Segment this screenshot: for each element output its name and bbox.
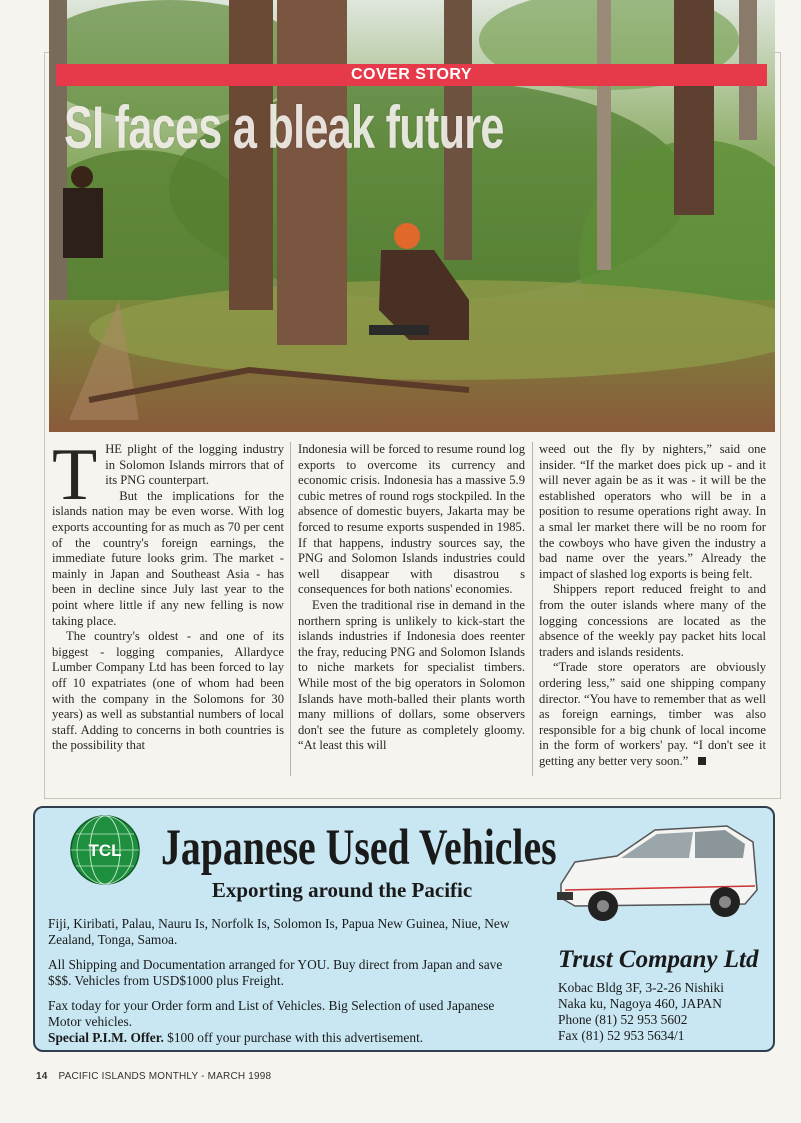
column-rule	[290, 442, 291, 776]
paragraph: Indonesia will be forced to resume round log exports to overcome its currency and economic crisis. Indonesia has a massive 5.9 cubic metres of round rogs stockpiled. In the absence of domestic buyers, Jakarta may be forced to resume exports suspended in 1985. If that happens, industry sources say, the PNG and Solomon Islands industries could well disappear with disastrou s consequences for both nations' economies.	[298, 442, 525, 597]
ad-subtitle: Exporting around the Pacific	[211, 878, 473, 902]
special-offer-text: $100 off your purchase with this advertisement.	[167, 1030, 424, 1045]
column-rule	[532, 442, 533, 776]
article-body	[52, 434, 774, 778]
article-column-2	[298, 442, 525, 754]
page-footer	[36, 1071, 271, 1082]
article-column-3	[539, 442, 766, 769]
company-name: Trust Company Ltd	[558, 946, 759, 973]
special-offer-label: Special P.I.M. Offer.	[48, 1030, 164, 1045]
station-wagon-car-icon	[555, 812, 763, 940]
paragraph: HE plight of the logging industry in Solomon Islands mirrors that of its PNG counterpart.	[105, 442, 284, 488]
ad-fax-offer: Fax today for your Order form and List of Vehicles. Big Selection of used Japanese Motor vehicles.	[48, 998, 495, 1029]
article-column-1	[52, 434, 284, 754]
paragraph: Shippers report reduced freight to and from the outer islands where many of the logging concessions are located as the absence of the weekly pay packet hits local traders and islands residents.	[539, 582, 766, 659]
drop-cap: T	[52, 434, 98, 516]
phone-number: Phone (81) 52 953 5602	[558, 1012, 688, 1027]
ad-title: Japanese Used Vehicles	[161, 820, 557, 876]
address-line: Naka ku, Nagoya 460, JAPAN	[558, 996, 722, 1011]
fax-number: Fax (81) 52 953 5634/1	[558, 1028, 685, 1043]
paragraph: Even the traditional rise in demand in the northern spring is unlikely to kick-start the islands industries if Indonesia does reenter the fray, reducing PNG and Solomon Islands to niche markets for specialist timbers. While most of the big operators in Solomon Islands have moth-balled their plants worth many millions of dollars, some observers don't see the future as completely gloomy. “At least this will	[298, 597, 525, 753]
paragraph: weed out the fly by nighters,” said one insider. “If the market does pick up - and it will never again be as it was - it will be the established operators who will be in a position to resume operations right away. In a smal ler market there will be no room for the cowboys who have given the industry a bad name over the years.” Already the impact of slashed log exports is being felt.	[539, 442, 766, 581]
page-number: 14	[36, 1071, 48, 1082]
headline: SI faces a bleak future	[64, 94, 504, 161]
cover-story-banner: COVER STORY	[56, 64, 767, 86]
tcl-globe-logo-icon	[69, 814, 141, 886]
paragraph: “Trade store operators are obviously ordering less,” said one shipping company director. “You have to remember that as well as foreign earnings, timber was also responsible for a big chunk of local income in the form of workers' pay. “I don't see it getting any better very soon.”	[539, 660, 766, 768]
ad-shipping: All Shipping and Documentation arranged for YOU. Buy direct from Japan and save $$$. Vehicles from USD$1000 plus Freight.	[48, 957, 503, 988]
ad-countries: Fiji, Kiribati, Palau, Nauru Is, Norfolk Is, Solomon Is, Papua New Guinea, Niue, New Zealand, Tonga, Samoa.	[48, 916, 510, 947]
address-line: Kobac Bldg 3F, 3-2-26 Nishiki	[558, 980, 724, 995]
publication-line: PACIFIC ISLANDS MONTHLY - MARCH 1998	[58, 1071, 272, 1082]
logo-text: TCL	[88, 841, 122, 860]
company-address	[558, 980, 724, 1044]
end-mark-icon	[698, 757, 706, 765]
ad-special-offer	[48, 1030, 548, 1046]
paragraph: But the implications for the islands nation may be even worse. With log exports accounting for as much as 70 per cent of the country's foreign earnings, the immediate future looks grim. The market - mainly in Japan and Southeast Asia - has been in decline since July last year to the point where little if any new felling is now taking place.	[52, 488, 284, 628]
advertisement	[33, 806, 775, 1052]
paragraph: The country's oldest - and one of its biggest - logging companies, Allardyce Lumber Company Ltd has been forced to lay off 10 expatriates (one of whom had been with the company in the Solomons for 30 years) as well as substantial numbers of local staff. Adding to concerns in both countries is the possibility that	[52, 629, 284, 753]
